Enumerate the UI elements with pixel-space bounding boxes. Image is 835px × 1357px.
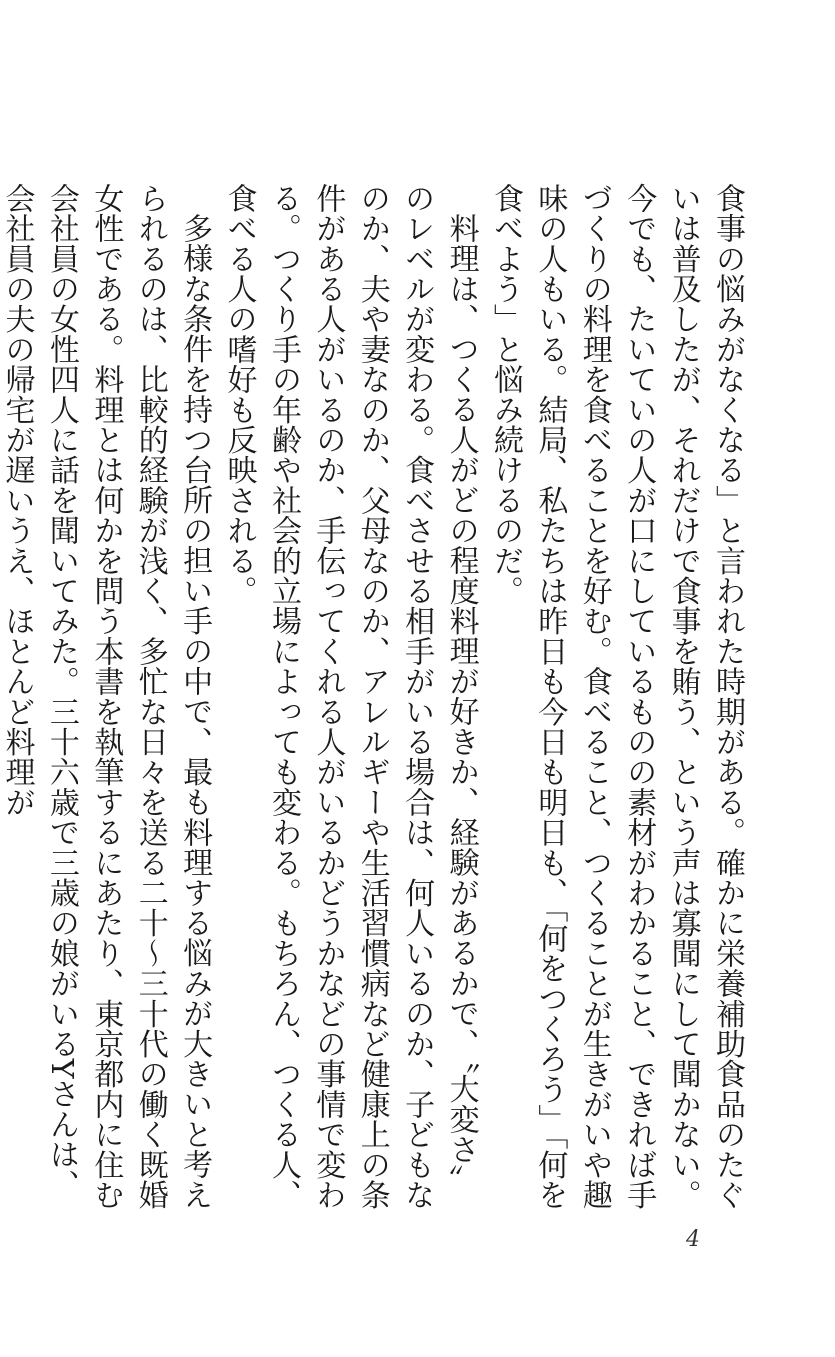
paragraph-2: 料理は、つくる人がどの程度料理が好きか、経験があるかで、〝大変さ〟のレベルが変わる。食べさせる相手がいる場合は、何人いるのか、子どもなのか、夫や妻なのか、父母なのか、アレルギーや生活習慣病など健康上の条件がある人がいるのか、手伝ってくれる人がいるかどうかなどの事情で変わる。つくり手の年齢や社会的立場によっても変わる。もちろん、つくる人、食べる人の嗜好も反映される。 bbox=[221, 183, 479, 1210]
page-number: 4 bbox=[686, 1227, 700, 1252]
vertical-text-body bbox=[0, 183, 749, 1218]
paragraph-1: 食事の悩みがなくなる」と言われた時期がある。確かに栄養補助食品のたぐいは普及したが、それだけで食事を賄う、という声は寡聞にして聞かない。今でも、たいていの人が口にしているものの素材がわかること、できれば手づくりの料理を食べることを好む。食べること、つくることが生きがいや趣味の人もいる。結局、私たちは昨日も今日も明日も、「何をつくろう」「何を食べよう」と悩み続けるのだ。 bbox=[487, 183, 745, 1210]
paragraph-3: 多様な条件を持つ台所の担い手の中で、最も料理する悩みが大きいと考えられるのは、比較的経験が浅く、多忙な日々を送る二十〜三十代の働く既婚女性である。料理とは何かを問う本書を執筆するにあたり、東京都内に住む会社員の女性四人に話を聞いてみた。三十六歳で三歳の娘がいるYさんは、会社員の夫の帰宅が遅いうえ、ほとんど料理が bbox=[0, 183, 213, 1210]
